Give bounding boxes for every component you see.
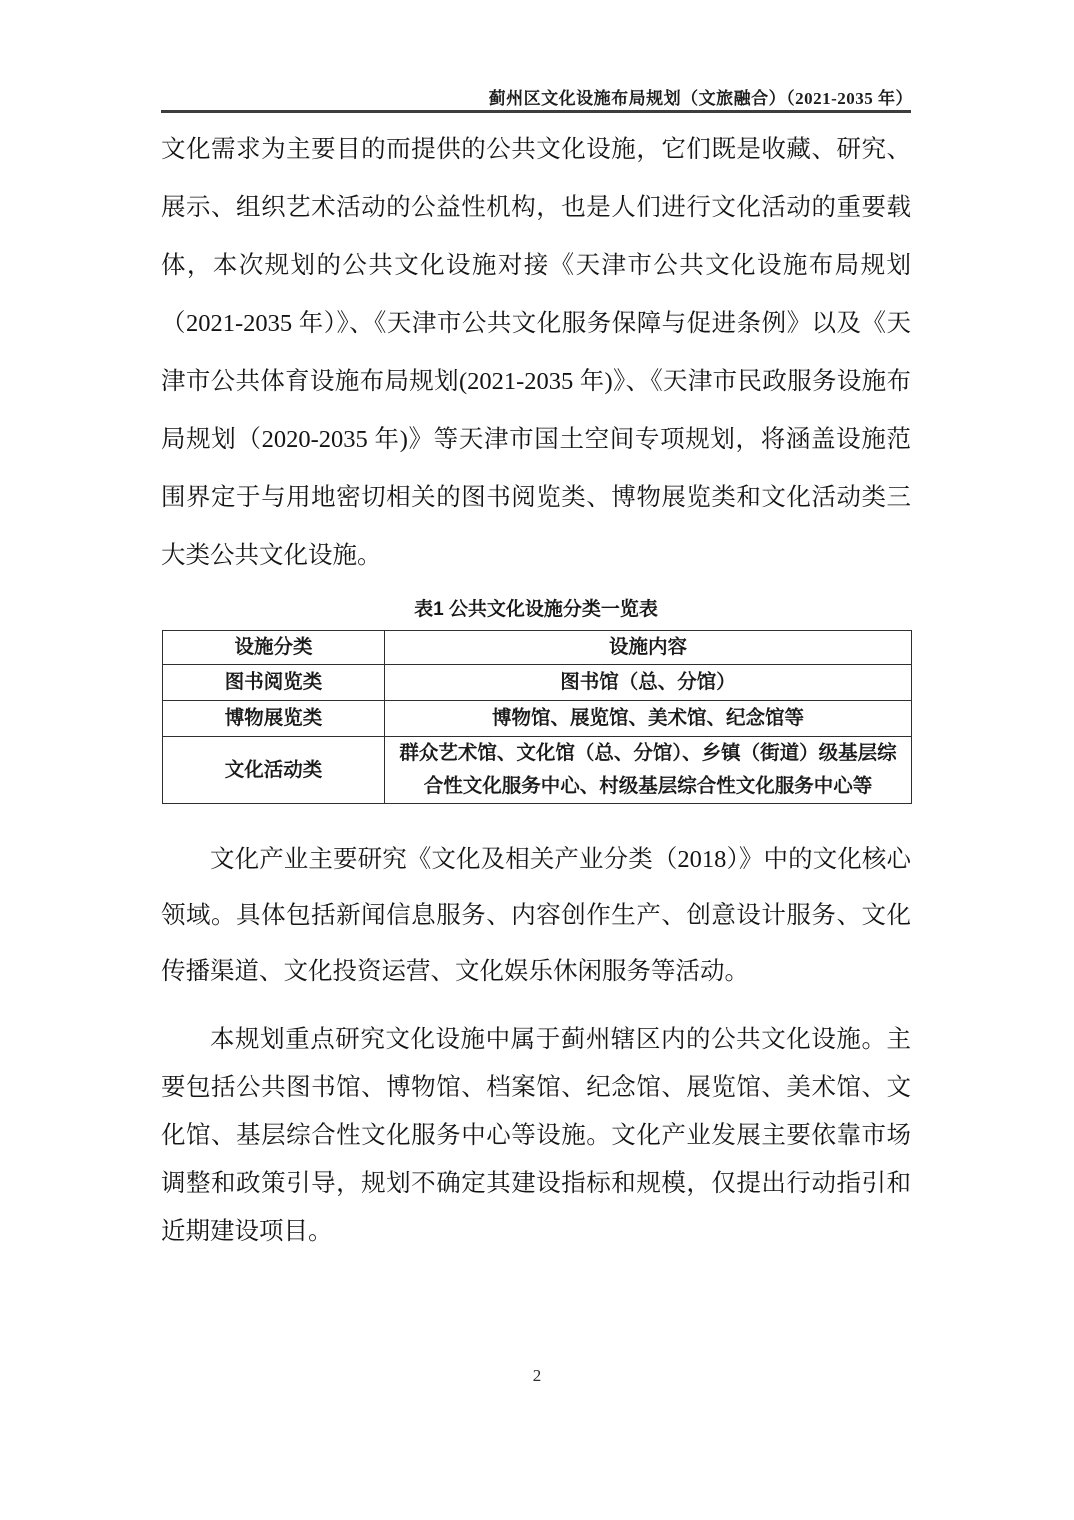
table-header-cell: 设施分类 [163, 631, 385, 665]
page-number: 2 [532, 1366, 542, 1385]
table-header-cell: 设施内容 [385, 631, 912, 665]
table-cell: 博物展览类 [163, 701, 385, 737]
classification-table [162, 630, 912, 804]
header-rule [161, 110, 911, 113]
table-cell: 图书馆（总、分馆） [385, 665, 912, 701]
body-paragraph-3: 本规划重点研究文化设施中属于蓟州辖区内的公共文化设施。主要包括公共图书馆、博物馆、档案馆、纪念馆、展览馆、美术馆、文化馆、基层综合性文化服务中心等设施。文化产业发展主要依靠市场调整和政策引导，规划不确定其建设指标和规模，仅提出行动指引和近期建设项目。 [161, 1026, 911, 1245]
page-header-title: 蓟州区文化设施布局规划（文旅融合）（2021-2035 年） [488, 89, 913, 108]
table-header-row [163, 631, 912, 665]
body-paragraph-2: 文化产业主要研究《文化及相关产业分类（2018）》中的文化核心领域。具体包括新闻信息服务、内容创作生产、创意设计服务、文化传播渠道、文化投资运营、文化娱乐休闲服务等活动。 [161, 846, 911, 985]
table-cell: 博物馆、展览馆、美术馆、纪念馆等 [385, 701, 912, 737]
table-caption: 表1 公共文化设施分类一览表 [414, 599, 658, 620]
table-row [163, 701, 912, 737]
table-body [163, 665, 912, 804]
table-row [163, 665, 912, 701]
body-paragraph-1: 文化需求为主要目的而提供的公共文化设施，它们既是收藏、研究、展示、组织艺术活动的公益性机构，也是人们进行文化活动的重要载体，本次规划的公共文化设施对接《天津市公共文化设施布局规划（2021-2035 年）》、《天津市公共文化服务保障与促进条例》以及《天津市公共体育设施布局规划(2021-2035 年)》、《天津市民政服务设施布局规划（2020-2035 年)》等天津市国土空间专项规划，将涵盖设施范围界定于与用地密切相关的图书阅览类、博物展览类和文化活动类三大类公共文化设施。 [161, 136, 911, 569]
table-row [163, 737, 912, 804]
table-cell: 群众艺术馆、文化馆（总、分馆）、乡镇（街道）级基层综合性文化服务中心、村级基层综合性文化服务中心等 [385, 737, 912, 804]
table-cell: 图书阅览类 [163, 665, 385, 701]
table-cell: 文化活动类 [163, 737, 385, 804]
